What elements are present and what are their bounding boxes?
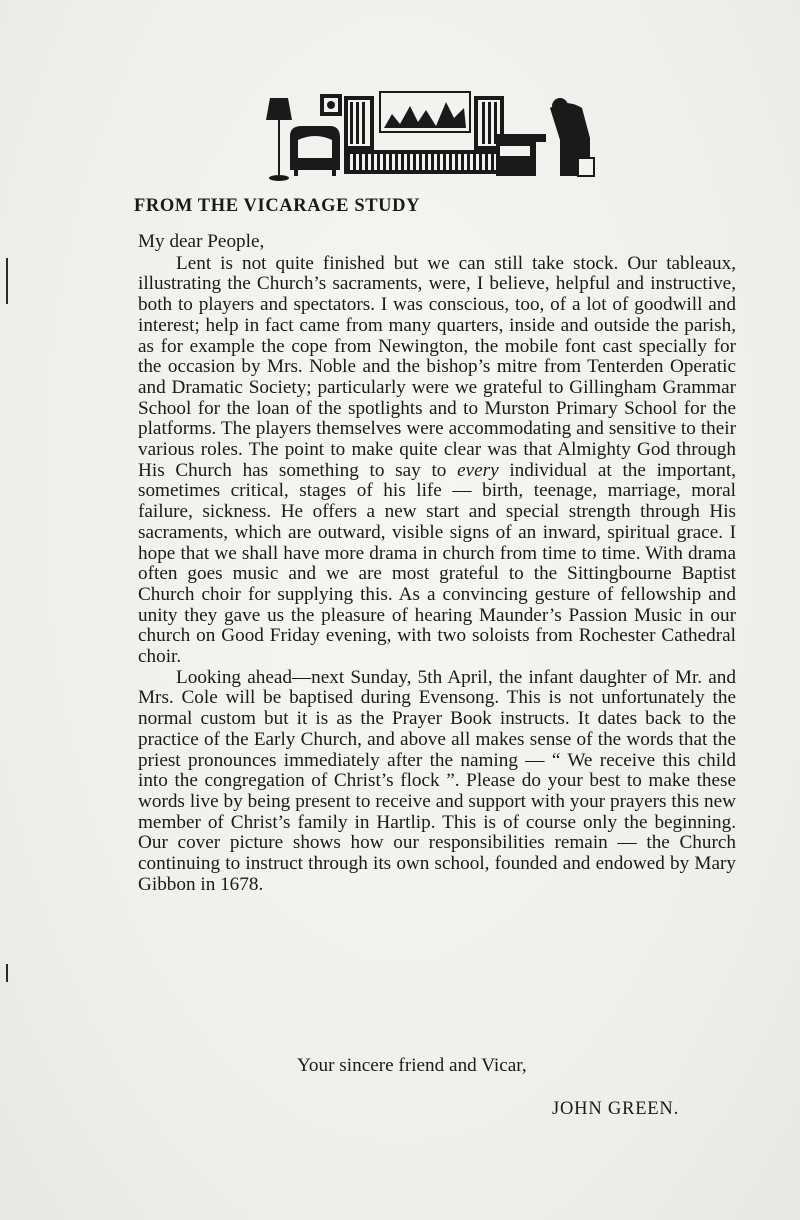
binding-mark-top — [6, 258, 8, 304]
signature: JOHN GREEN. — [552, 1099, 679, 1119]
paragraph-1 — [138, 254, 736, 668]
binding-mark-bottom — [6, 964, 8, 982]
letter-body — [138, 232, 736, 896]
bookshelves-icon — [344, 92, 504, 174]
page-heading: FROM THE VICARAGE STUDY — [134, 196, 421, 216]
framed-picture-icon — [320, 94, 342, 116]
salutation: My dear People, — [138, 231, 265, 252]
paragraph-1-text: Lent is not quite finished but we can still take stock. Our tableaux, illustrating the Church’s sacraments, were, I believe, helpful and instructive, both to players and spectators. I was conscious, too, of a lot of goodwill and interest; help in fact came from many quarters, inside and outside the parish, as for example the cope from Newington, the mobile font cast specially for the occasion by Mrs. Noble and the bishop’s mitre from Tenterden Operatic and Dramatic Society; particularly were we grateful to Gillingham Grammar School for the loan of the spotlights and to Murston Primary School for the platforms. The players themselves were accommodating and sensitive to their various roles. The point to make quite clear was that Almighty God through His Church has something to say to — [138, 252, 736, 481]
armchair-icon — [290, 126, 340, 176]
floor-lamp-icon — [266, 98, 292, 181]
paragraph-1-continued: individual at the important, sometimes critical, stages of his life — birth, teenage, marriage, moral failure, sickness. He offers a new start and special strength through His sacraments, which are outward, visible signs of an inward, spiritual grace. I hope that we shall have more drama in church from time to time. With drama often goes music and we are most grateful to the Sittingbourne Baptist Church choir for supplying this. As a convincing gesture of fellowship and unity they gave us the pleasure of hearing Maunder’s Passion Music in our church on Good Friday evening, with two soloists from Rochester Cathedral choir. — [138, 459, 736, 668]
vicarage-study-illustration — [260, 88, 604, 188]
desk-with-figure-icon — [496, 98, 594, 176]
paragraph-1-emphasis: every — [457, 459, 499, 481]
paragraph-2: Looking ahead—next Sunday, 5th April, the infant daughter of Mr. and Mrs. Cole will be baptised during Evensong. This is not unfortunately the normal custom but it is as the Prayer Book instructs. It dates back to the practice of the Early Church, and above all makes sense of the words that the priest pronounces immediately after the naming — “ We receive this child into the congregation of Christ’s flock ”. Please do your best to make these words live by being present to receive and support with your prayers this new member of Christ’s family in Hartlip. This is of course only the beginning. Our cover picture shows how our responsibilities remain — the Church continuing to instruct through its own school, founded and endowed by Mary Gibbon in 1678. — [138, 666, 736, 895]
signoff: Your sincere friend and Vicar, — [297, 1055, 527, 1076]
